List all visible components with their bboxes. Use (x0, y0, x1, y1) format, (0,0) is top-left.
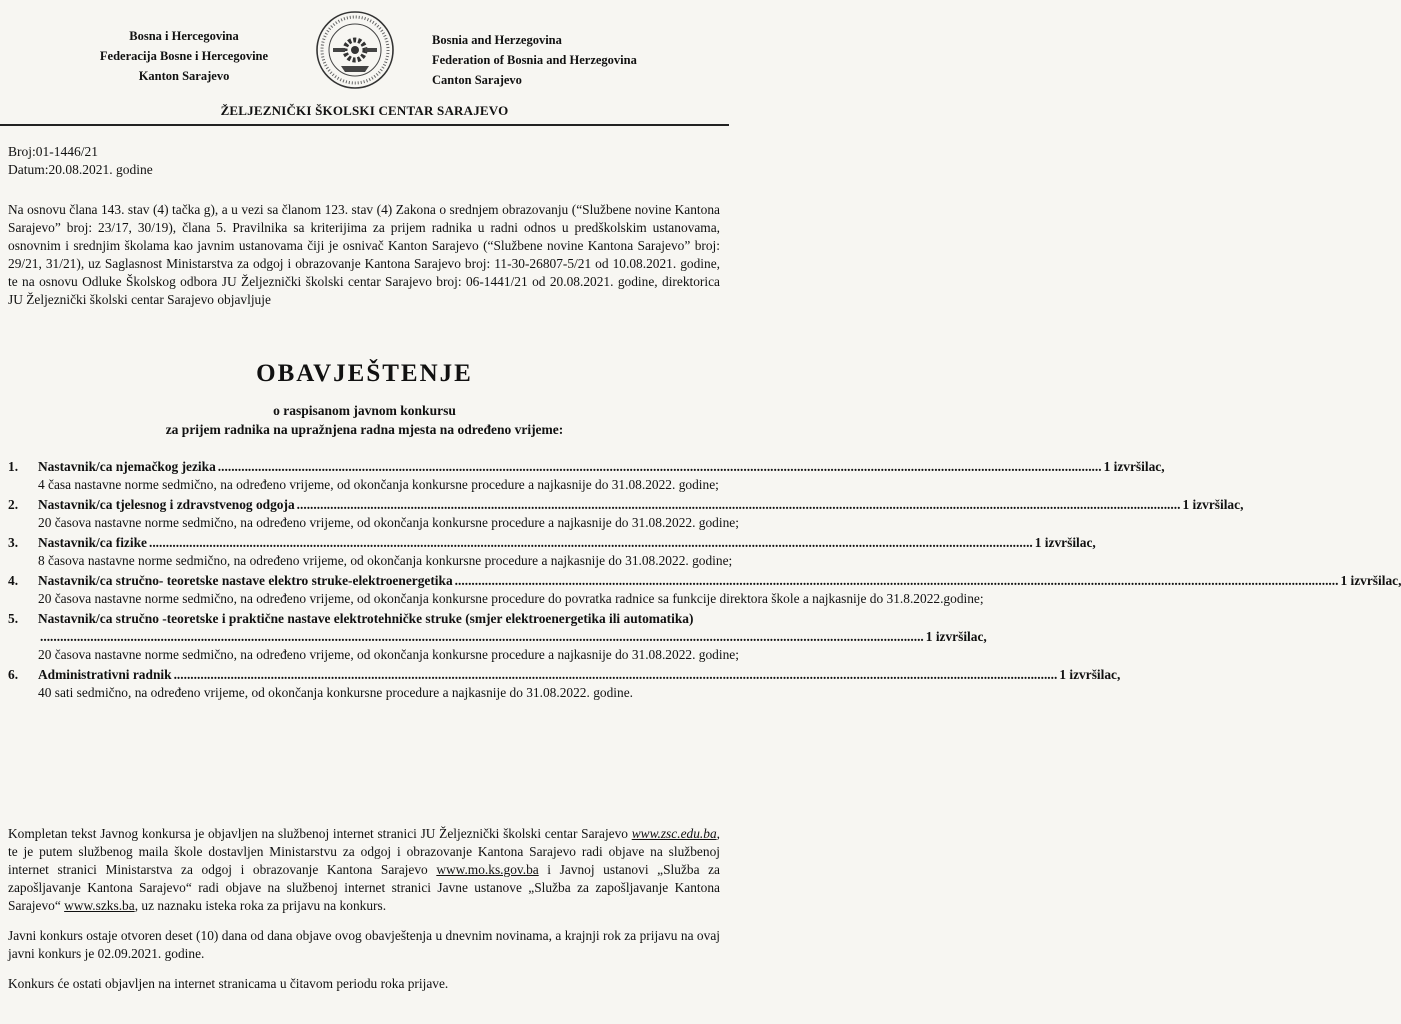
position-details: 20 časova nastavne norme sedmično, na određeno vrijeme, od okončanja konkursne procedure do povratka radnice sa funkcije direktora škole a najkasnije do 31.8.2022.godine; (38, 591, 984, 606)
position-number: 5. (8, 611, 19, 626)
header-right-line: Canton Sarajevo (432, 73, 522, 87)
closing-paragraph-availability: Konkurs će ostati objavljen na internet stranicama u čitavom periodu roka prijave. (8, 976, 449, 991)
school-name: ŽELJEZNIČKI ŠKOLSKI CENTAR SARAJEVO (220, 103, 509, 118)
closing-paragraph-deadline: Javni konkurs ostaje otvoren deset (10) dana od dana objave ovog obavještenja u dnevnim novinama, a krajnji rok za prijavu na ovaj javni konkurs je 02.09.2021. godine. (8, 928, 720, 961)
position-details: 20 časova nastavne norme sedmično, na određeno vrijeme, od okončanja konkursne procedure a najkasnije do 31.08.2022. godine; (38, 515, 739, 530)
header-left (84, 26, 284, 86)
list-item (8, 610, 987, 664)
position-title: Nastavnik/ca njemačkog jezika (38, 459, 216, 474)
position-number: 2. (8, 497, 19, 512)
position-count: 1 izvršilac, (1059, 667, 1121, 682)
school-seal-icon (305, 8, 405, 92)
closing-paragraph-publication: Kompletan tekst Javnog konkursa je objavljen na službenoj internet stranici JU Željeznički školski centar Sarajevo www.zsc.edu.ba, te je putem službenog maila škole dostavljen Ministarstvu za odgoj i obrazovanje Kantona Sarajevo radi objave na službenoj internet stranici Ministarstva za odgoj i obrazovanje Kantona Sarajevo www.mo.ks.gov.ba i Javnoj ustanovi „Služba za zapošljavanje Kantona Sarajevo“ radi objave na službenoj internet stranici Javne ustanove „Služba za zapošljavanje Kantona Sarajevo“ www.szks.ba, uz naznaku isteka roka za prijavu na konkurs. (8, 826, 720, 913)
document-title: OBAVJEŠTENJE (256, 360, 473, 387)
position-number: 6. (8, 667, 19, 682)
positions-list (8, 458, 1401, 704)
subtitle-line: za prijem radnika na upražnjena radna mjesta na određeno vrijeme: (165, 422, 564, 437)
leader-dots (149, 534, 1033, 552)
leader-dots (455, 572, 1339, 590)
position-title: Nastavnik/ca stručno- teoretske nastave elektro struke-elektroenergetika (38, 573, 453, 588)
position-number: 3. (8, 535, 19, 550)
document-meta (8, 143, 153, 179)
list-item (8, 458, 1165, 494)
header-right-line: Bosnia and Herzegovina (432, 33, 562, 47)
position-count: 1 izvršilac, (1103, 459, 1165, 474)
leader-dots (218, 458, 1102, 476)
document-date: Datum:20.08.2021. godine (8, 162, 153, 177)
header-left-line: Bosna i Hercegovina (129, 29, 239, 43)
list-item (8, 534, 1096, 570)
document-number: Broj:01-1446/21 (8, 144, 98, 159)
leader-dots (297, 496, 1181, 514)
leader-dots (40, 628, 924, 646)
position-details: 4 časa nastavne norme sedmično, na određeno vrijeme, od okončanja konkursne procedure a najkasnije do 31.08.2022. godine; (38, 477, 719, 492)
position-title: Nastavnik/ca stručno -teoretske i praktične nastave elektrotehničke struke (smjer elektroenergetika ili automatika) (38, 611, 694, 626)
position-title: Administrativni radnik (38, 667, 172, 682)
position-details: 20 časova nastavne norme sedmično, na određeno vrijeme, od okončanja konkursne procedure a najkasnije do 31.08.2022. godine; (38, 647, 739, 662)
position-count: 1 izvršilac, (1034, 535, 1096, 550)
position-count: 1 izvršilac, (1182, 497, 1244, 512)
position-title: Nastavnik/ca tjelesnog i zdravstvenog odgoja (38, 497, 295, 512)
list-item (8, 666, 1121, 702)
header-right (432, 30, 692, 90)
document-subtitle (0, 401, 729, 439)
position-details: 8 časova nastavne norme sedmično, na određeno vrijeme, od okončanja konkursne procedure a najkasnije do 31.08.2022. godine; (38, 553, 733, 568)
closing-section (8, 825, 720, 1005)
intro-paragraph: Na osnovu člana 143. stav (4) tačka g), a u vezi sa članom 123. stav (4) Zakona o srednjem obrazovanju (“Službene novine Kantona Sarajevo” broj: 23/17, 30/19), člana 5. Pravilnika sa kriterijima za prijem radnika u radni odnos u predškolskim ustanovama, osnovnim i srednjim školama kao javnim ustanovama čiji je osnivač Kanton Sarajevo (“Službene novine Kantona Sarajevo” broj: 29/21, 31/21), uz Saglasnost Ministarstva za odgoj i obrazovanje Kantona Sarajevo broj: 11-30-26807-5/21 od 10.08.2021. godine, te na osnovu Odluke Školskog odbora JU Željeznički školski centar Sarajevo broj: 06-1441/21 od 20.08.2021. godine, direktorica JU Željeznički školski centar Sarajevo objavljuje (8, 202, 720, 307)
employment-service-link[interactable]: www.szks.ba (64, 898, 135, 913)
position-title: Nastavnik/ca fizike (38, 535, 147, 550)
school-website-link[interactable]: www.zsc.edu.ba (631, 826, 717, 841)
header-left-line: Federacija Bosne i Hercegovine (99, 49, 269, 63)
header-left-line: Kanton Sarajevo (138, 69, 230, 83)
header-right-line: Federation of Bosnia and Herzegovina (432, 53, 637, 67)
ministry-website-link[interactable]: www.mo.ks.gov.ba (436, 862, 539, 877)
header-divider (0, 124, 729, 126)
position-details: 40 sati sedmično, na određeno vrijeme, od okončanja konkursne procedure a najkasnije do 31.08.2022. godine. (38, 685, 633, 700)
position-number: 4. (8, 573, 19, 588)
list-item (8, 496, 1244, 532)
leader-dots (174, 666, 1058, 684)
position-count: 1 izvršilac, (1340, 573, 1401, 588)
subtitle-line: o raspisanom javnom konkursu (273, 403, 456, 418)
position-count: 1 izvršilac, (925, 629, 987, 644)
position-number: 1. (8, 459, 19, 474)
list-item (8, 572, 1401, 608)
